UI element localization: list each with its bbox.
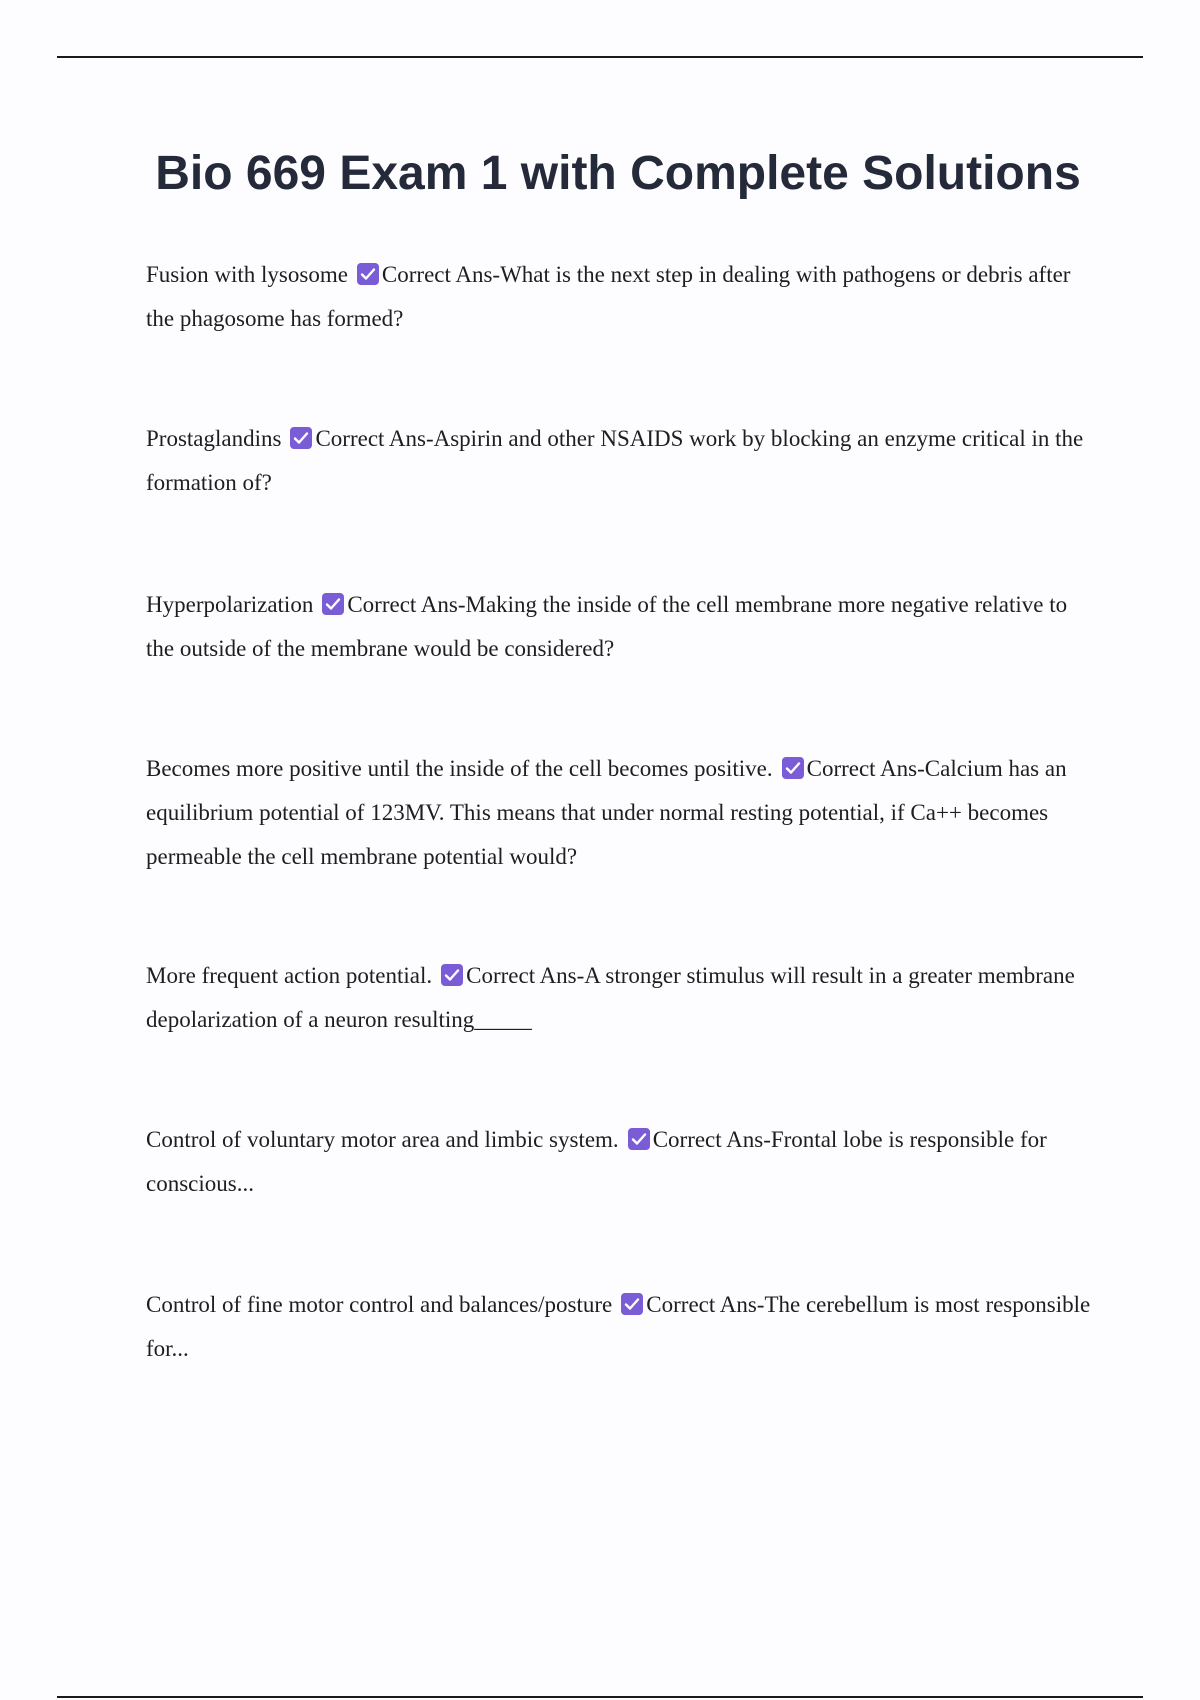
bottom-rule [57,1696,1143,1698]
qa-item-4 [146,747,1096,879]
answer-text: More frequent action potential. [146,963,433,988]
question-text: Correct Ans-A stronger stimulus will result in a greater membrane depolarization of a neuron resulting_____ [146,963,1075,1032]
checkbox-checked-icon [321,592,345,616]
answer-text: Control of fine motor control and balances/posture [146,1292,613,1317]
question-text: Correct Ans-Making the inside of the cell membrane more negative relative to the outside of the membrane would be considered? [146,592,1068,661]
answer-text: Control of voluntary motor area and limbic system. [146,1127,619,1152]
qa-item-5 [146,954,1096,1042]
question-text: Correct Ans-The cerebellum is most responsible for... [146,1292,1091,1361]
question-text: Correct Ans-Calcium has an equilibrium potential of 123MV. This means that under normal resting potential, if Ca++ becomes permeable the cell membrane potential would? [146,756,1067,869]
question-text: Correct Ans-Aspirin and other NSAIDS work by blocking an enzyme critical in the formation of? [146,426,1084,495]
qa-item-1 [146,253,1096,341]
qa-item-7 [146,1283,1096,1371]
answer-text: Hyperpolarization [146,592,314,617]
checkbox-checked-icon [289,426,313,450]
qa-item-2 [146,417,1096,505]
checkbox-checked-icon [627,1127,651,1151]
qa-item-6 [146,1118,1096,1206]
document-title: Bio 669 Exam 1 with Complete Solutions [155,147,1081,200]
checkbox-checked-icon [781,756,805,780]
checkbox-checked-icon [620,1292,644,1316]
answer-text: Prostaglandins [146,426,282,451]
qa-item-3 [146,583,1096,671]
checkbox-checked-icon [356,262,380,286]
answer-text: Fusion with lysosome [146,262,348,287]
question-text: Correct Ans-What is the next step in dealing with pathogens or debris after the phagosome has formed? [146,262,1071,331]
top-rule [57,56,1143,58]
checkbox-checked-icon [440,963,464,987]
answer-text: Becomes more positive until the inside of the cell becomes positive. [146,756,773,781]
question-text: Correct Ans-Frontal lobe is responsible for conscious... [146,1127,1047,1196]
